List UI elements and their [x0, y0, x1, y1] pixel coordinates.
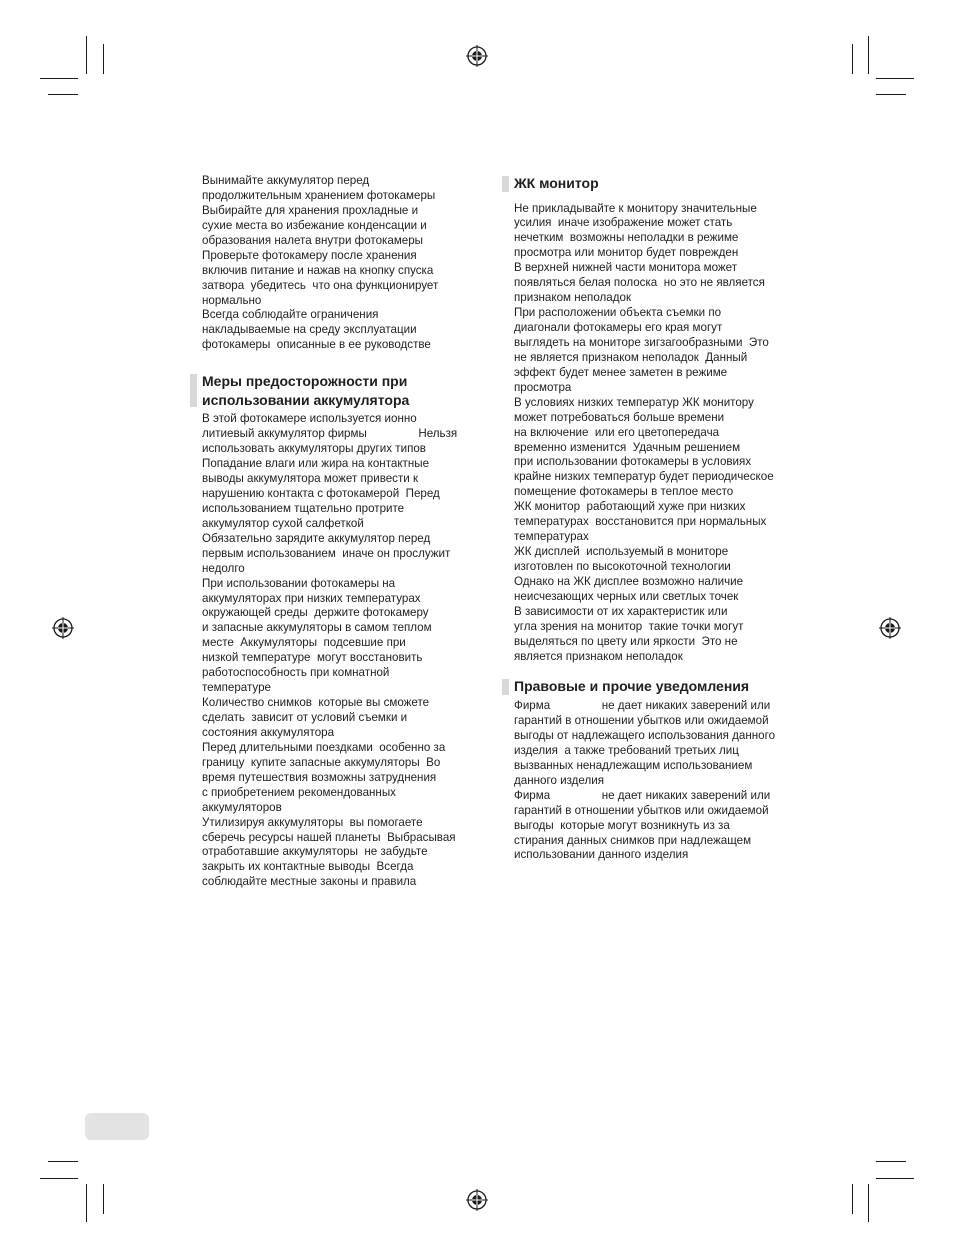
text-line: соблюдайте местные законы и правила	[202, 875, 417, 889]
crop-mark	[48, 1161, 78, 1162]
text-line: нормально	[202, 293, 262, 307]
registration-mark-icon	[466, 45, 488, 67]
text-line: окружающей среды держите фотокамеру	[202, 606, 429, 620]
text-line: закрыть их контактные выводы Всегда	[202, 860, 414, 874]
text-line: выгоды от надлежащего использования данного	[514, 728, 776, 742]
lcd-section-body	[514, 202, 804, 665]
battery-section-body	[202, 412, 492, 890]
text-line: помещение фотокамеры в теплое место	[514, 485, 734, 499]
text-line: ЖК дисплей используемый в мониторе	[514, 545, 729, 559]
text-line: Утилизируя аккумуляторы вы помогаете	[202, 815, 423, 829]
text-line: неисчезающих черных или светлых точек	[514, 589, 739, 603]
text-line: аккумуляторов	[202, 800, 282, 814]
text-line: использованием тщательно протрите	[202, 501, 405, 515]
crop-mark	[103, 44, 104, 74]
text-line: Выбирайте для хранения прохладные и	[202, 203, 419, 217]
crop-mark	[86, 1184, 87, 1222]
heading-line: Меры предосторожности при	[202, 373, 408, 390]
registration-mark-icon	[879, 617, 901, 639]
heading-line: использовании аккумулятора	[202, 391, 410, 408]
text-line: стирания данных снимков при надлежащем	[514, 833, 752, 847]
text-line: Всегда соблюдайте ограничения	[202, 308, 379, 322]
crop-mark	[40, 1178, 78, 1179]
crop-mark	[48, 94, 78, 95]
registration-mark-icon	[52, 617, 74, 639]
heading-line: Правовые и прочие уведомления	[514, 677, 750, 694]
text-line: изготовлен по высокоточной технологии	[514, 560, 731, 573]
text-line: аккумулятор сухой салфеткой	[202, 516, 364, 530]
text-line: работоспособность при комнатной	[202, 666, 390, 680]
text-line: накладываемые на среду эксплуатации	[202, 323, 417, 337]
text-line: не является признаком неполадок Данный	[514, 350, 748, 364]
text-line: В верхней нижней части монитора может	[514, 261, 738, 275]
text-line: сухие места во избежание конденсации и	[202, 218, 427, 232]
crop-mark	[876, 94, 906, 95]
text-line: затвора убедитесь что она функционирует	[202, 278, 439, 292]
left-column	[202, 174, 492, 890]
text-line: вызванных ненадлежащим использованием	[514, 758, 753, 772]
crop-mark	[86, 36, 87, 74]
text-line: Обязательно зарядите аккумулятор перед	[202, 531, 431, 545]
text-line: низкой температуре могут восстановить	[202, 651, 423, 665]
text-line: нечетким возможны неполадки в режиме	[514, 231, 739, 245]
text-line: время путешествия возможны затруднения	[202, 770, 437, 784]
text-line: температурах восстановится при нормальных	[514, 515, 767, 529]
heading-line: ЖК монитор	[514, 175, 599, 191]
text-line: Не прикладывайте к монитору значительные	[514, 201, 757, 215]
crop-mark	[852, 44, 853, 74]
heading-bar	[502, 679, 509, 695]
text-line: температуре	[202, 681, 271, 695]
text-line: Перед длительными поездками особенно за	[202, 740, 446, 754]
text-line: использовать аккумуляторы других типов	[202, 442, 426, 456]
text-line: нарушению контакта с фотокамерой Перед	[202, 486, 440, 500]
text-line: крайне низких температур будет периодическое	[514, 470, 774, 484]
text-line: появляться белая полоска но это не является	[514, 276, 765, 290]
text-line: Проверьте фотокамеру после хранения	[202, 248, 417, 262]
text-line: образования налета внутри фотокамеры	[202, 233, 424, 247]
text-line: угла зрения на монитор такие точки могут	[514, 619, 744, 633]
text-line: гарантий в отношении убытков или ожидаемой	[514, 714, 769, 727]
text-line: выделяться по цвету или яркости Это не	[514, 634, 738, 648]
text-line: При использовании фотокамеры на	[202, 576, 396, 590]
text-line: усилия иначе изображение может стать	[514, 216, 733, 230]
text-line: временно изменится Удачным решением	[514, 440, 741, 454]
text-line: на включение или его цветопередача	[514, 425, 720, 439]
text-line: фотокамеры описанные в ее руководстве	[202, 338, 431, 352]
text-line: месте Аккумуляторы подсевшие при	[202, 636, 406, 650]
text-line: является признаком неполадок	[514, 649, 683, 663]
text-line: В условиях низких температур ЖК монитору	[514, 395, 754, 409]
text-line: состояния аккумулятора	[202, 725, 335, 739]
right-column	[514, 174, 804, 863]
text-line: просмотра или монитор будет поврежден	[514, 246, 739, 260]
storage-notes	[202, 174, 492, 353]
page-number-tab	[85, 1113, 149, 1140]
text-line: Количество снимков которые вы сможете	[202, 696, 430, 710]
text-line: изделия а также требований третьих лиц	[514, 743, 739, 757]
text-line: просмотра	[514, 380, 572, 394]
crop-mark	[868, 1184, 869, 1222]
text-line: При расположении объекта съемки по	[514, 306, 722, 320]
text-line: признаком неполадок	[514, 291, 632, 305]
text-line: и запасные аккумуляторы в самом теплом	[202, 621, 432, 635]
heading-bar	[502, 176, 509, 192]
text-line: аккумуляторах при низких температурах	[202, 591, 421, 605]
crop-mark	[103, 1184, 104, 1214]
text-line: выгоды которые могут возникнуть из за	[514, 818, 730, 832]
text-line: температурах	[514, 530, 589, 544]
text-line: Попадание влаги или жира на контактные	[202, 457, 430, 471]
text-line: В этой фотокамере используется ионно	[202, 412, 417, 426]
battery-section-heading	[202, 372, 492, 409]
text-line: может потребоваться больше времени	[514, 410, 725, 424]
heading-bar	[190, 374, 197, 407]
text-line: отработавшие аккумуляторы не забудьте	[202, 845, 428, 859]
text-line: недолго	[202, 561, 245, 575]
crop-mark	[868, 36, 869, 74]
crop-mark	[876, 1161, 906, 1162]
text-line: диагонали фотокамеры его края могут	[514, 321, 723, 334]
text-line: сберечь ресурсы нашей планеты Выбрасывая	[202, 830, 456, 844]
registration-mark-icon	[466, 1189, 488, 1211]
text-line: ЖК монитор работающий хуже при низких	[514, 500, 746, 514]
text-line: использовании данного изделия	[514, 848, 689, 862]
text-line: Однако на ЖК дисплее возможно наличие	[514, 574, 744, 588]
text-line: при использовании фотокамеры в условиях	[514, 455, 752, 469]
crop-mark	[40, 78, 78, 79]
text-line: данного изделия	[514, 773, 604, 787]
text-line: литиевый аккумулятор фирмы Нельзя	[202, 427, 458, 441]
text-line: Фирма не дает никаких заверений или	[514, 788, 771, 802]
text-line: с приобретением рекомендованных	[202, 785, 396, 799]
legal-section-heading	[514, 677, 804, 696]
text-line: эффект будет менее заметен в режиме	[514, 365, 728, 379]
crop-mark	[876, 1178, 914, 1179]
text-line: выводы аккумулятора может привести к	[202, 472, 419, 485]
crop-mark	[876, 78, 914, 79]
text-line: В зависимости от их характеристик или	[514, 604, 728, 618]
legal-section-body	[514, 699, 804, 863]
text-line: выглядеть на мониторе зигзагообразными Это	[514, 335, 769, 349]
crop-mark	[852, 1184, 853, 1214]
lcd-section-heading	[514, 174, 804, 193]
text-line: сделать зависит от условий съемки и	[202, 711, 408, 724]
text-line: первым использованием иначе он прослужит	[202, 546, 451, 560]
text-line: включив питание и нажав на кнопку спуска	[202, 263, 434, 277]
text-line: Фирма не дает никаких заверений или	[514, 699, 771, 713]
text-line: продолжительным хранением фотокамеры	[202, 188, 436, 202]
text-line: гарантий в отношении убытков или ожидаемой	[514, 803, 769, 817]
text-line: Вынимайте аккумулятор перед	[202, 174, 370, 187]
text-line: границу купите запасные аккумуляторы Во	[202, 755, 441, 769]
